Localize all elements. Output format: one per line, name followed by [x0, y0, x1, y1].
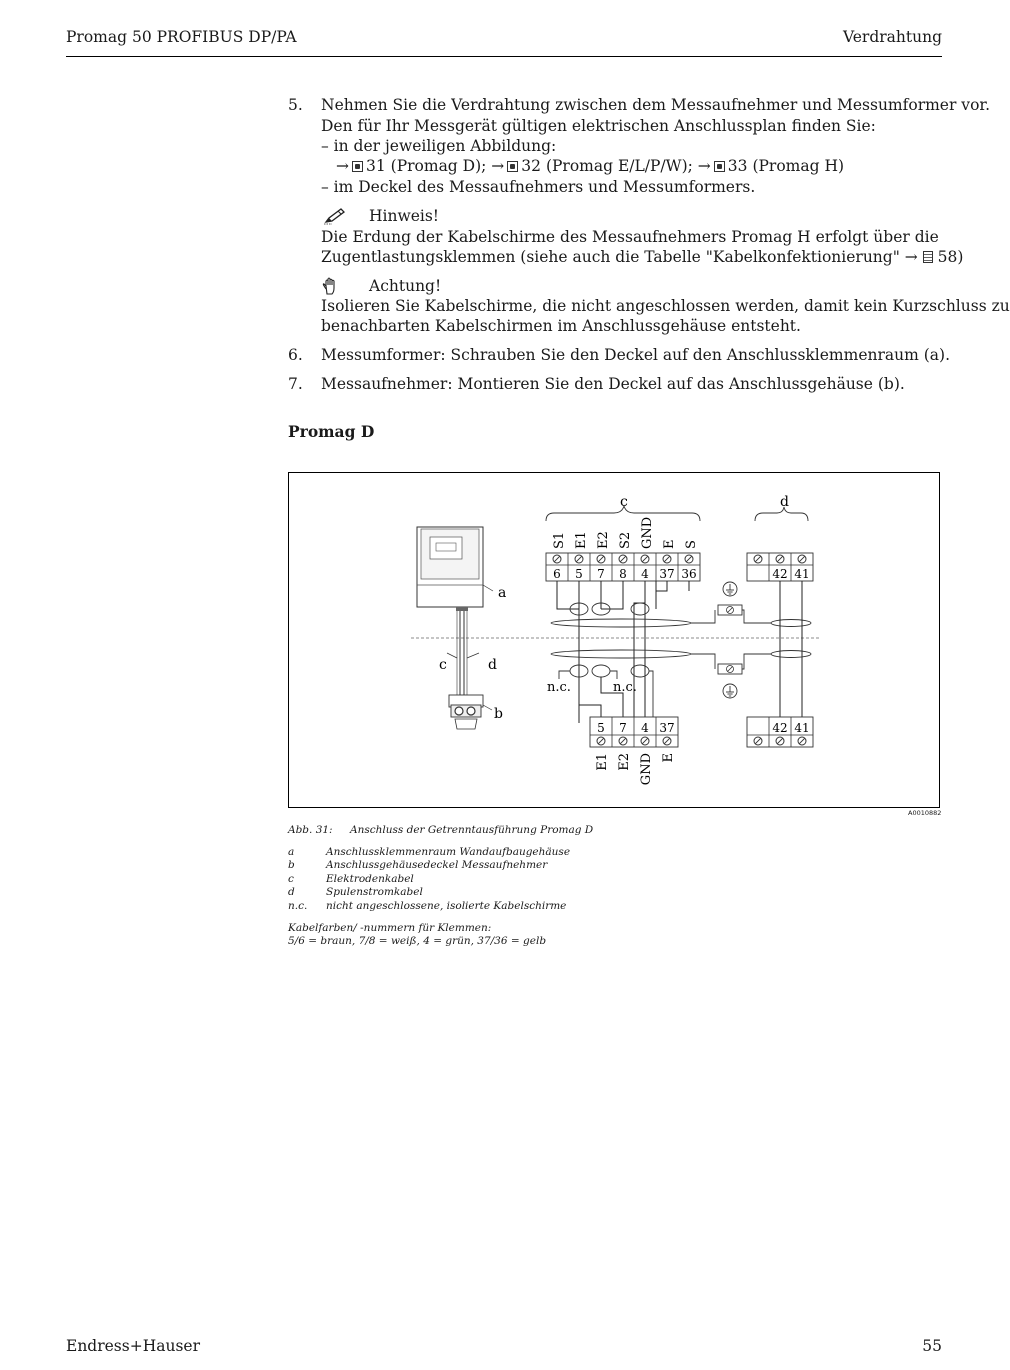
terminal-number: 5: [597, 721, 605, 735]
terminal-number: 7: [597, 567, 605, 581]
terminal-number: 37: [659, 567, 675, 581]
arrow-right-icon: →: [491, 157, 505, 175]
caution-line-2: benachbarten Kabelschirmen im Anschlussgehäuse entsteht.: [321, 317, 801, 335]
caution-title: Achtung!: [369, 277, 442, 295]
terminal-label-S2: S2: [618, 531, 633, 549]
figure-ref-icon: [507, 161, 518, 172]
terminal-label-E1: E1: [574, 531, 589, 549]
ground-icon: [723, 582, 737, 596]
terminal-label-GND-bottom: GND: [639, 753, 654, 786]
label-c-left: c: [439, 657, 447, 673]
step-6-text: Messumformer: Schrauben Sie den Deckel auf den Anschlussklemmenraum (a).: [321, 346, 950, 364]
legend-key: c: [288, 873, 294, 885]
figure-ref-icon: [714, 161, 725, 172]
cable-shields-top: [551, 603, 811, 627]
arrow-right-icon: →: [336, 157, 349, 175]
terminal-number: 5: [575, 567, 583, 581]
step-7-number: 7.: [288, 375, 303, 393]
note-title: Hinweis!: [369, 207, 440, 225]
label-b: b: [494, 706, 503, 722]
label-a: a: [498, 585, 507, 601]
terminal-label-E2-bottom: E2: [617, 753, 632, 771]
terminal-label-S: S: [684, 540, 699, 549]
cable-colors-text: 5/6 = braun, 7/8 = weiß, 4 = grün, 37/36 = gelb: [288, 935, 547, 947]
wiring-diagram: [289, 473, 939, 807]
step-5-bullet-1: – in der jeweiligen Abbildung:: [321, 137, 557, 155]
group-label-c: c: [620, 494, 628, 510]
figure-ref-link[interactable]: 31 (Promag D);: [366, 157, 487, 175]
page-ref-link[interactable]: 58): [937, 248, 964, 266]
terminal-number: 41: [794, 567, 810, 581]
note-line-2: [321, 247, 963, 268]
figure-reference-code: A0010882: [908, 809, 942, 817]
label-nc-left: n.c.: [547, 680, 571, 695]
terminal-number: 8: [619, 567, 627, 581]
terminal-label-E: E: [662, 539, 677, 549]
sensor-housing: [449, 695, 492, 729]
figure-ref-icon: [352, 161, 363, 172]
pencil-icon: [323, 207, 347, 229]
section-heading: Promag D: [288, 422, 375, 441]
legend-text: nicht angeschlossene, isolierte Kabelschirme: [326, 900, 567, 912]
terminal-number: 42: [772, 721, 788, 735]
terminal-label-GND: GND: [640, 516, 655, 549]
terminal-number: 7: [619, 721, 627, 735]
step-6-number: 6.: [288, 346, 303, 364]
running-header-section: Verdrahtung: [842, 28, 942, 46]
shield-clamp-bottom: [718, 664, 742, 674]
running-header-title: Promag 50 PROFIBUS DP/PA: [66, 28, 297, 46]
terminal-number: 36: [681, 567, 697, 581]
legend-text: Anschlussklemmenraum Wandaufbaugehäuse: [326, 846, 571, 858]
note-line-2-text: Zugentlastungsklemmen (siehe auch die Tabelle "Kabelkonfektionierung": [321, 248, 900, 266]
step-5-number: 5.: [288, 96, 303, 114]
legend-text: Anschlussgehäusedeckel Messaufnehmer: [326, 859, 548, 871]
caution-line-1: Isolieren Sie Kabelschirme, die nicht angeschlossen werden, damit kein Kurzschluss zu: [321, 297, 1010, 315]
footer-brand: Endress+Hauser: [66, 1337, 200, 1355]
terminal-label-E-bottom: E: [661, 753, 676, 763]
legend-key: d: [288, 886, 295, 898]
ground-icon: [723, 684, 737, 698]
terminal-number: 4: [641, 721, 649, 735]
transmitter-housing: [417, 527, 493, 703]
legend-key: n.c.: [288, 900, 308, 912]
legend-key: a: [288, 846, 295, 858]
figure-ref-link[interactable]: 33 (Promag H): [727, 157, 845, 175]
arrow-right-icon: →: [697, 157, 711, 175]
arrow-right-icon: →: [904, 248, 918, 266]
note-line-1: Die Erdung der Kabelschirme des Messaufnehmers Promag H erfolgt über die: [321, 228, 939, 246]
legend-key: b: [288, 859, 295, 871]
step-5-bullet-2: – im Deckel des Messaufnehmers und Messumformers.: [321, 178, 756, 196]
step-7-text: Messaufnehmer: Montieren Sie den Deckel auf das Anschlussgehäuse (b).: [321, 375, 905, 393]
figure-ref-link[interactable]: 32 (Promag E/L/P/W);: [521, 157, 693, 175]
step-5-figure-refs: [336, 156, 844, 177]
header-rule: [66, 56, 942, 57]
terminal-label-S1: S1: [552, 531, 567, 549]
label-nc-right: n.c.: [613, 680, 637, 695]
terminal-number: 42: [772, 567, 788, 581]
terminal-number: 37: [659, 721, 675, 735]
terminal-number: 4: [641, 567, 649, 581]
group-label-d: d: [780, 494, 789, 510]
legend-text: Elektrodenkabel: [326, 873, 414, 885]
legend-text: Spulenstromkabel: [326, 886, 423, 898]
figure-title: Anschluss der Getrenntausführung Promag D: [350, 824, 594, 836]
shield-clamp-top: [718, 605, 742, 615]
terminal-label-E1-bottom: E1: [595, 753, 610, 771]
label-d-left: d: [488, 657, 497, 673]
terminal-label-E2: E2: [596, 531, 611, 549]
step-5-line-2: Den für Ihr Messgerät gültigen elektrischen Anschlussplan finden Sie:: [321, 117, 876, 135]
terminal-number: 6: [553, 567, 561, 581]
wiring-diagram-frame: [288, 472, 940, 808]
figure-number: Abb. 31:: [288, 824, 333, 836]
cable-shields-bottom: [551, 650, 811, 723]
cable-colors-title: Kabelfarben/ -nummern für Klemmen:: [288, 922, 492, 934]
terminal-number: 41: [794, 721, 810, 735]
page-ref-icon: [923, 251, 933, 263]
step-5-line-1: Nehmen Sie die Verdrahtung zwischen dem Messaufnehmer und Messumformer vor.: [321, 96, 991, 114]
page-number: 55: [922, 1337, 942, 1355]
